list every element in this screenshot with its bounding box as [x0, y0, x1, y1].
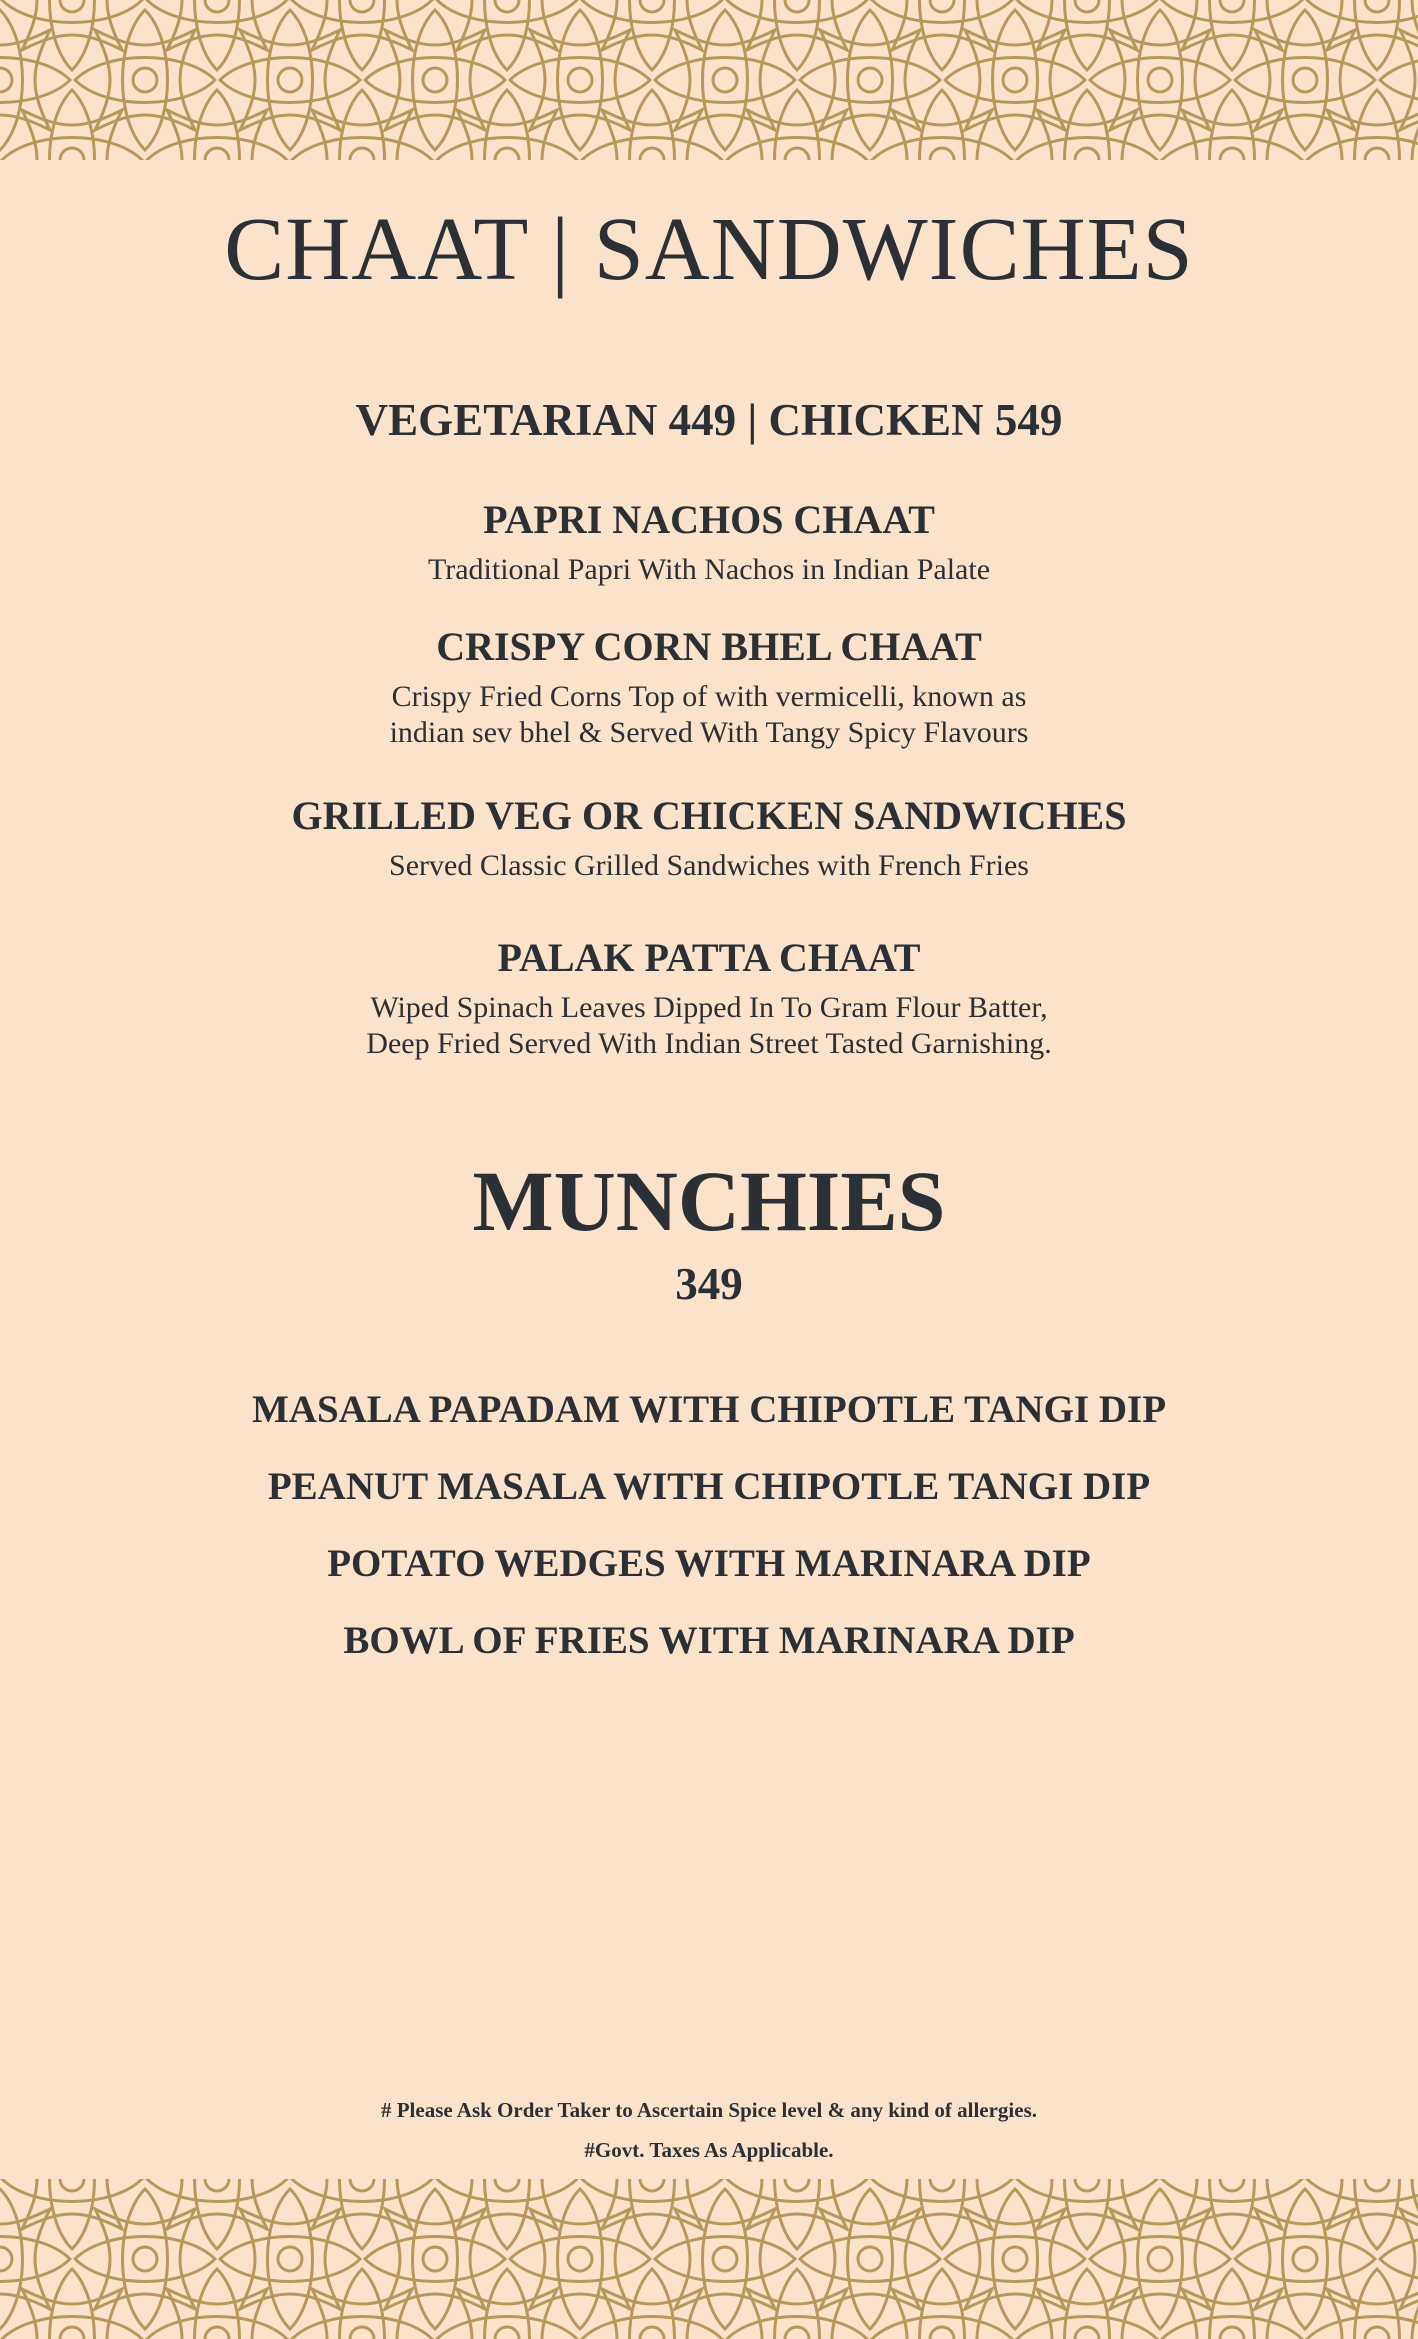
item-name: PALAK PATTA CHAAT: [497, 935, 921, 980]
page-title: CHAAT | SANDWICHES: [224, 200, 1194, 299]
item-description: Wiped Spinach Leaves Dipped In To Gram Flour Batter, Deep Fried Served With Indian Street Tasted Garnishing.: [366, 991, 1052, 1060]
item-description: Traditional Papri With Nachos in Indian Palate: [427, 553, 991, 586]
footnote: [0, 2090, 1418, 2170]
list-item: BOWL OF FRIES WITH MARINARA DIP: [343, 1619, 1075, 1662]
list-item: POTATO WEDGES WITH MARINARA DIP: [327, 1542, 1091, 1585]
item-description: Crispy Fried Corns Top of with vermicelli, known as indian sev bhel & Served With Tangy Spicy Flavours: [389, 680, 1029, 749]
section-title: MUNCHIES: [472, 1153, 946, 1249]
menu-item: [0, 624, 1418, 751]
item-name: GRILLED VEG OR CHICKEN SANDWICHES: [291, 793, 1127, 838]
list-item: MASALA PAPADAM WITH CHIPOTLE TANGI DIP: [251, 1388, 1167, 1431]
top-ornament-band: [0, 0, 1418, 160]
item-description: Served Classic Grilled Sandwiches with French Fries: [389, 849, 1029, 882]
list-item: PEANUT MASALA WITH CHIPOTLE TANGI DIP: [267, 1465, 1151, 1508]
menu-item: [0, 935, 1418, 1062]
floral-pattern-icon: [0, 0, 1418, 160]
item-name: CRISPY CORN BHEL CHAAT: [436, 624, 982, 669]
price-line: VEGETARIAN 449 | CHICKEN 549: [355, 395, 1063, 445]
footnote-line: # Please Ask Order Taker to Ascertain Spice level & any kind of allergies.: [380, 2098, 1038, 2122]
menu-item: [0, 497, 1418, 588]
footnote-line: #Govt. Taxes As Applicable.: [584, 2138, 834, 2162]
section-price: 349: [675, 1259, 743, 1309]
munchies-list: [0, 1371, 1418, 1679]
item-name: PAPRI NACHOS CHAAT: [483, 497, 935, 542]
menu-item: [0, 793, 1418, 884]
bottom-ornament-band: [0, 2179, 1418, 2339]
floral-pattern-icon: [0, 2179, 1418, 2339]
